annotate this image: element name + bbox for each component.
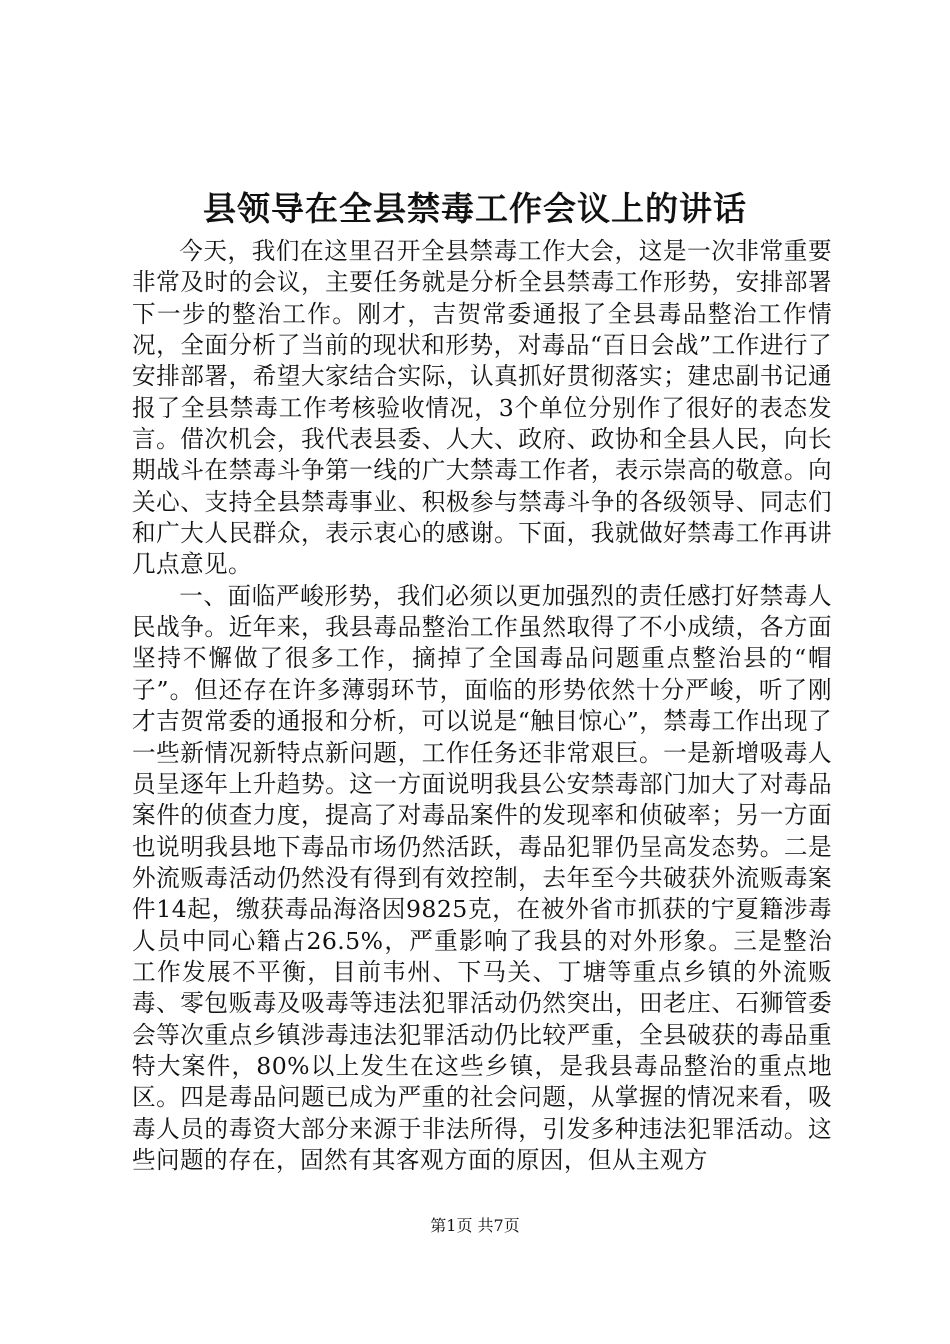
document-body — [132, 236, 832, 1176]
page-number-footer: 第1页 共7页 — [430, 1216, 520, 1235]
body-paragraph: 今天，我们在这里召开全县禁毒工作大会，这是一次非常重要非常及时的会议，主要任务就是分析全县禁毒工作形势，安排部署下一步的整治工作。刚才，吉贺常委通报了全县毒品整治工作情况，全面分析了当前的现状和形势，对毒品“百日会战”工作进行了安排部署，希望大家结合实际，认真抓好贯彻落实；建忠副书记通报了全县禁毒工作考核验收情况，3个单位分别作了很好的表态发言。借次机会，我代表县委、人大、政府、政协和全县人民，向长期战斗在禁毒斗争第一线的广大禁毒工作者，表示崇高的敬意。向关心、支持全县禁毒事业、积极参与禁毒斗争的各级领导、同志们和广大人民群众，表示衷心的感谢。下面，我就做好禁毒工作再讲几点意见。 — [132, 237, 832, 579]
document-title: 县领导在全县禁毒工作会议上的讲话 — [203, 189, 747, 228]
body-paragraph: 一、面临严峻形势，我们必须以更加强烈的责任感打好禁毒人民战争。近年来，我县毒品整治工作虽然取得了不小成绩，各方面坚持不懈做了很多工作，摘掉了全国毒品问题重点整治县的“帽子”。但还存在许多薄弱环节，面临的形势依然十分严峻，听了刚才吉贺常委的通报和分析，可以说是“触目惊心”，禁毒工作出现了一些新情况新特点新问题，工作任务还非常艰巨。一是新增吸毒人员呈逐年上升趋势。这一方面说明我县公安禁毒部门加大了对毒品案件的侦查力度，提高了对毒品案件的发现率和侦破率；另一方面也说明我县地下毒品市场仍然活跃，毒品犯罪仍呈高发态势。二是外流贩毒活动仍然没有得到有效控制，去年至今共破获外流贩毒案件14起，缴获毒品海洛因9825克，在被外省市抓获的宁夏籍涉毒人员中同心籍占26.5%，严重影响了我县的对外形象。三是整治工作发展不平衡，目前韦州、下马关、丁塘等重点乡镇的外流贩毒、零包贩毒及吸毒等违法犯罪活动仍然突出，田老庄、石狮管委会等次重点乡镇涉毒违法犯罪活动仍比较严重，全县破获的毒品重特大案件，80%以上发生在这些乡镇，是我县毒品整治的重点地区。四是毒品问题已成为严重的社会问题，从掌握的情况来看，吸毒人员的毒资大部分来源于非法所得，引发多种违法犯罪活动。这些问题的存在，固然有其客观方面的原因，但从主观方 — [132, 581, 832, 1174]
